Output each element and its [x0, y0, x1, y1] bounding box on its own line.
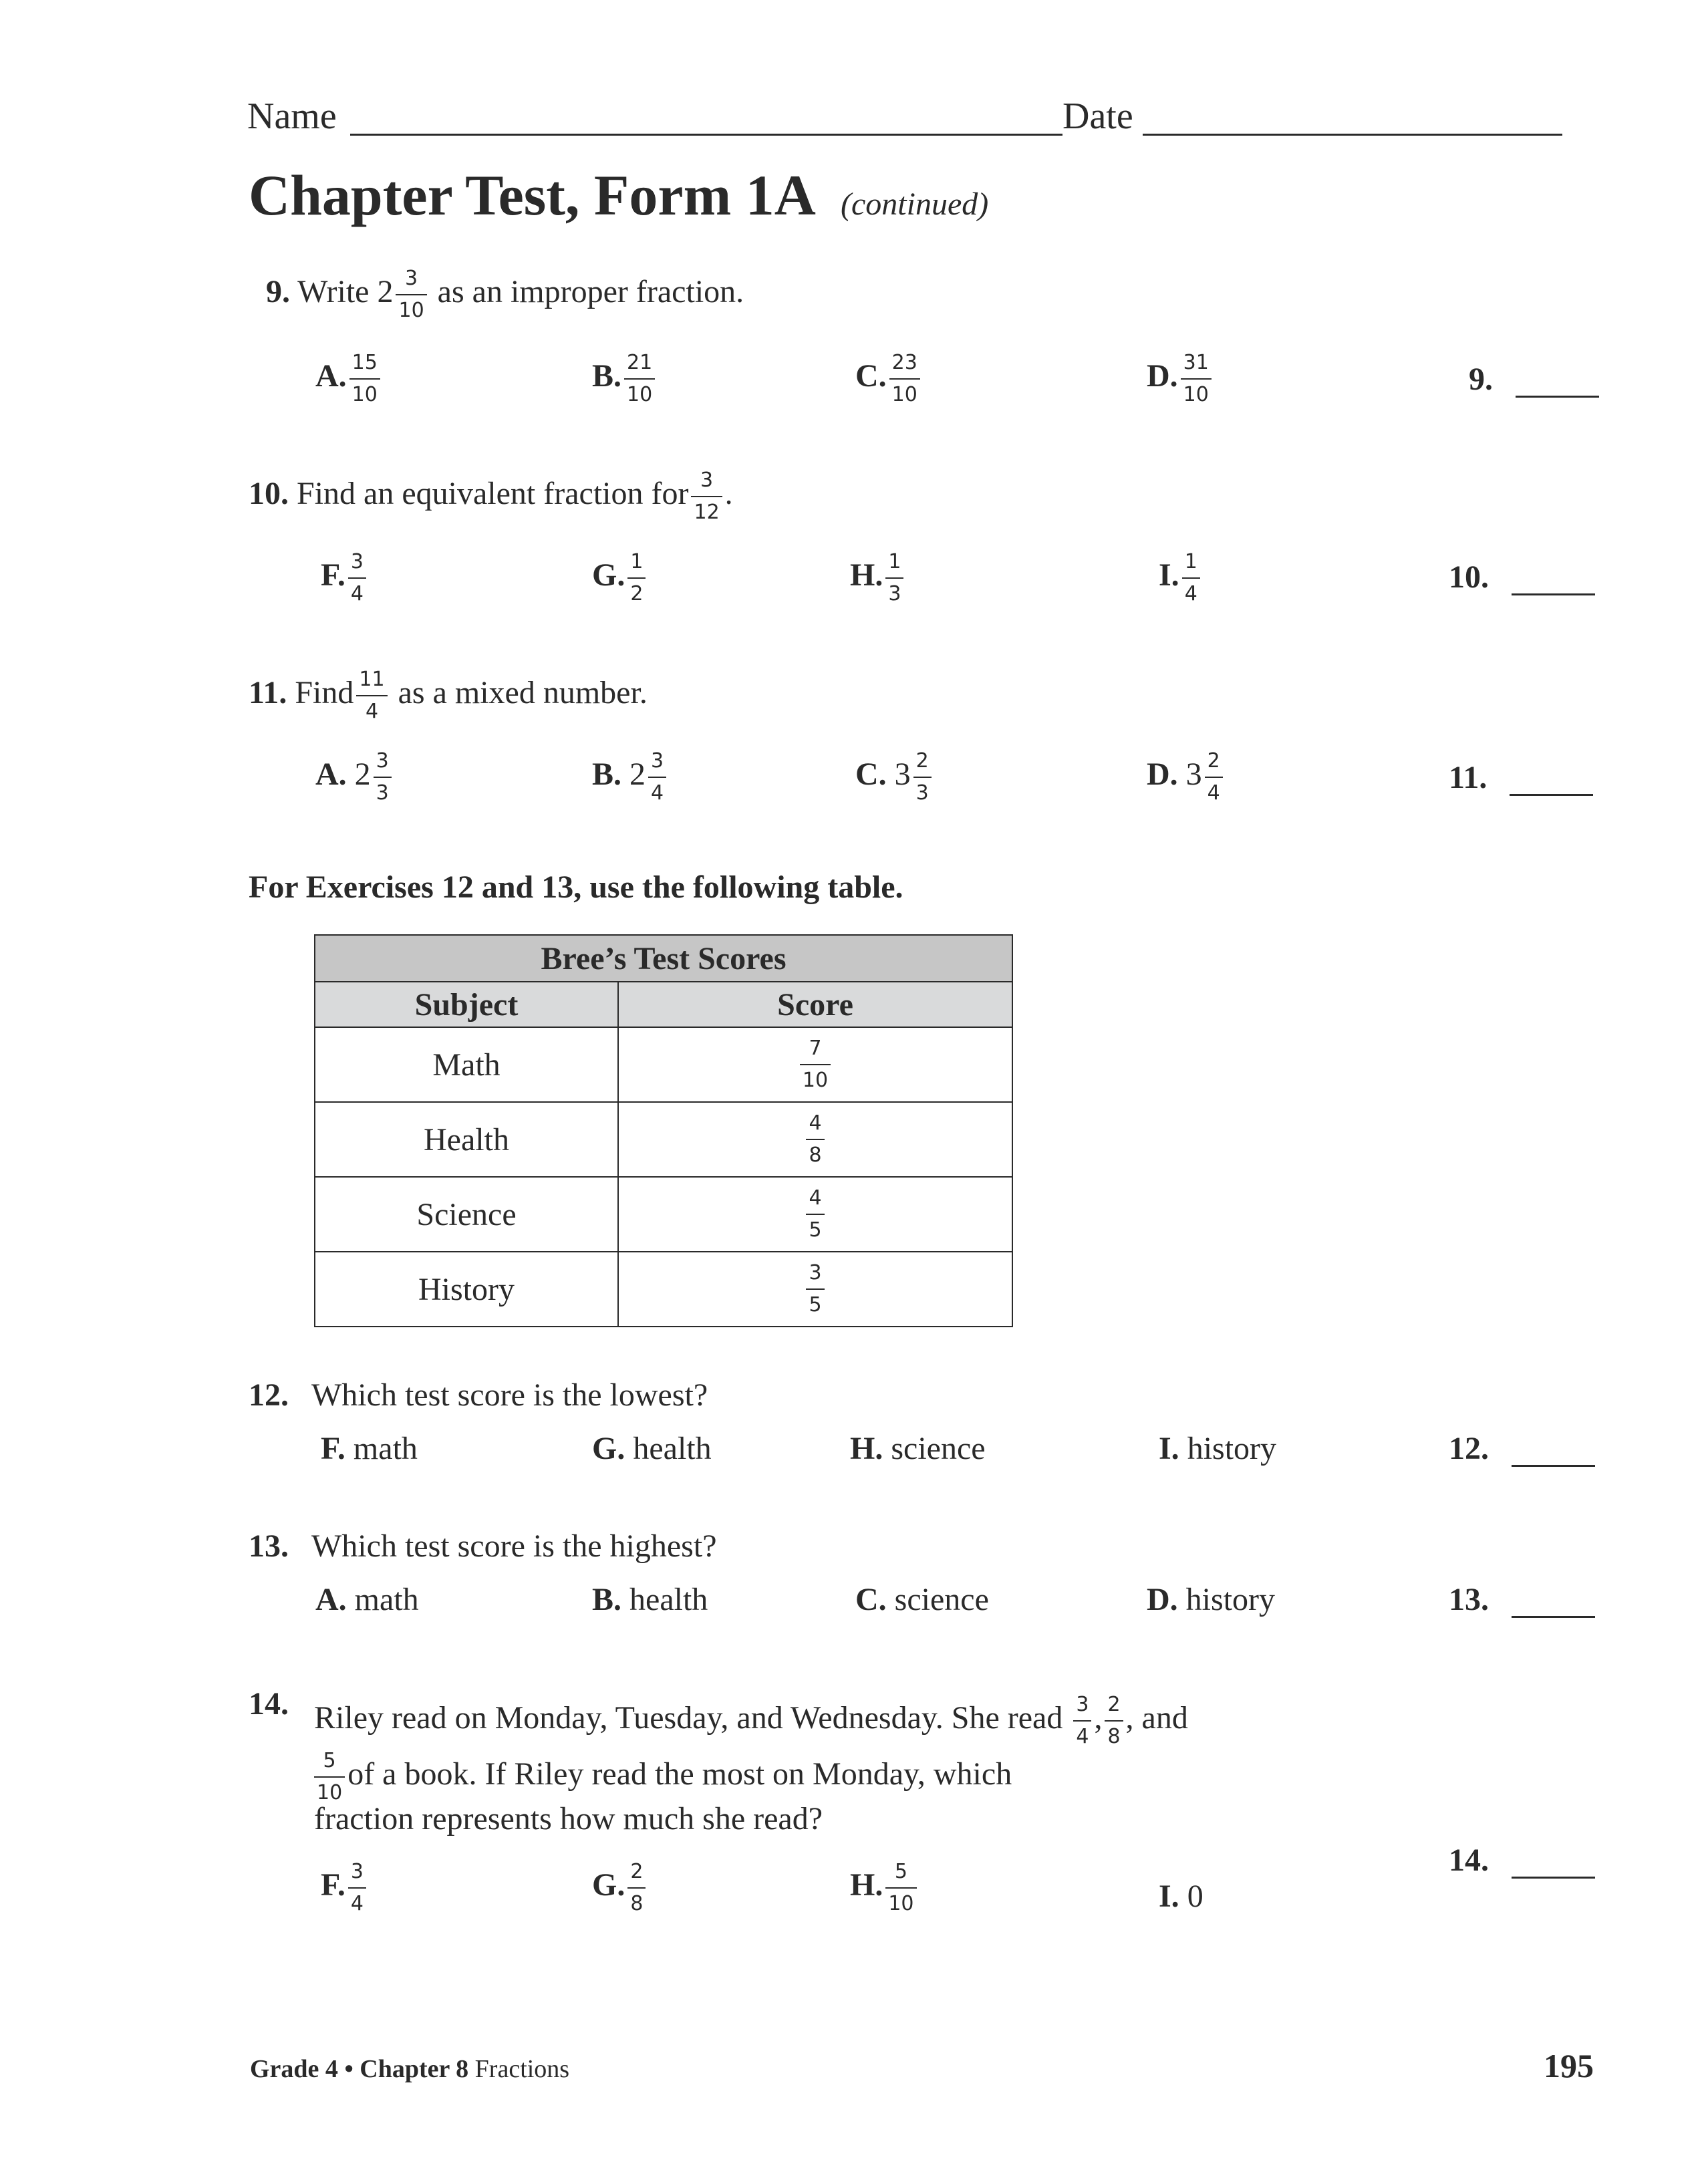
- question-number: 12.: [249, 1377, 289, 1413]
- scores-table-wrapper: [314, 934, 1013, 1327]
- name-label: Name: [247, 96, 337, 137]
- q12-option-h[interactable]: H. science: [850, 1431, 986, 1466]
- page-title: Chapter Test, Form 1A: [249, 163, 816, 227]
- q10-option-h[interactable]: H. $\frac{1}{3}$: [850, 552, 906, 604]
- question-14-line-3: fraction represents how much she read?: [314, 1801, 823, 1836]
- q14-option-g[interactable]: G. $\frac{2}{8}$: [592, 1862, 648, 1914]
- q11-option-a[interactable]: A. 2 $\frac{3}{3}$: [315, 751, 394, 803]
- question-number: 13.: [249, 1528, 289, 1564]
- question-number: 11.: [249, 675, 287, 711]
- answer-10[interactable]: 10.: [1449, 559, 1595, 595]
- fraction: $\frac{11}{4}$: [356, 670, 387, 722]
- answer-13[interactable]: 13.: [1449, 1581, 1595, 1618]
- question-14-number: 14.: [249, 1686, 289, 1722]
- q14-option-i[interactable]: I. 0: [1159, 1879, 1203, 1914]
- question-text-end: as an improper fraction.: [437, 274, 744, 310]
- page-number: 195: [1544, 2047, 1594, 2084]
- answer-11[interactable]: 11.: [1449, 759, 1593, 796]
- question-text: Write: [297, 274, 370, 310]
- footer-course: Grade 4 • Chapter 8 Fractions: [250, 2055, 570, 2083]
- table-row: [315, 1252, 1012, 1327]
- q10-option-f[interactable]: F. $\frac{3}{4}$: [321, 552, 369, 604]
- answer-14[interactable]: 14.: [1449, 1842, 1595, 1879]
- q11-option-d[interactable]: D. 3 $\frac{2}{4}$: [1147, 751, 1226, 803]
- question-number: 10.: [249, 476, 289, 512]
- fraction: $\frac{3}{10}$: [396, 269, 426, 321]
- question-text-end: as a mixed number.: [398, 675, 648, 711]
- table-row: [315, 1177, 1012, 1252]
- q11-option-b[interactable]: B. 2 $\frac{3}{4}$: [592, 751, 669, 803]
- question-12: [249, 1377, 708, 1414]
- q13-option-a[interactable]: A. math: [315, 1582, 419, 1617]
- table-row: [315, 1102, 1012, 1177]
- subject-cell: Science: [315, 1177, 618, 1252]
- question-text: Find an equivalent fraction for: [297, 476, 689, 512]
- scores-table: [314, 934, 1013, 1327]
- column-header-score: Score: [618, 982, 1012, 1027]
- subject-cell: Math: [315, 1027, 618, 1102]
- q9-option-b[interactable]: B. $\frac{21}{10}$: [592, 353, 658, 405]
- page-subtitle: (continued): [841, 186, 989, 222]
- q9-option-c[interactable]: C. $\frac{23}{10}$: [855, 353, 923, 405]
- question-text: Find: [295, 675, 354, 711]
- question-10: 10. Find an equivalent fraction for $\frac{3}{12}$ .: [249, 468, 733, 524]
- q12-option-g[interactable]: G. health: [592, 1431, 712, 1466]
- q13-option-b[interactable]: B. health: [592, 1582, 708, 1617]
- table-title: Bree’s Test Scores: [315, 935, 1012, 982]
- score-cell: $\frac{4}{8}$: [618, 1102, 1012, 1177]
- column-header-subject: Subject: [315, 982, 618, 1027]
- question-9: [266, 269, 744, 321]
- date-field[interactable]: [1143, 134, 1562, 136]
- q10-option-i[interactable]: I. $\frac{1}{4}$: [1159, 552, 1203, 604]
- q13-option-d[interactable]: D. history: [1147, 1582, 1276, 1617]
- fraction: $\frac{3}{12}$: [691, 470, 722, 523]
- q12-option-i[interactable]: I. history: [1159, 1431, 1277, 1466]
- question-text: Which test score is the highest?: [311, 1528, 717, 1564]
- question-14-line-2: $\frac{5}{10}$ of a book. If Riley read the most on Monday, which: [314, 1751, 1012, 1803]
- q14-option-h[interactable]: H. $\frac{5}{10}$: [850, 1862, 919, 1914]
- question-13: [249, 1528, 717, 1565]
- q13-option-c[interactable]: C. science: [855, 1582, 989, 1617]
- score-cell: $\frac{7}{10}$: [618, 1027, 1012, 1102]
- date-label: Date: [1062, 96, 1133, 137]
- score-cell: $\frac{4}{5}$: [618, 1177, 1012, 1252]
- q9-option-a[interactable]: A. $\frac{15}{10}$: [315, 353, 383, 405]
- exercise-instructions: For Exercises 12 and 13, use the following table.: [249, 869, 903, 905]
- question-14-line-1: Riley read on Monday, Tuesday, and Wednesday. She read $\frac{3}{4}$ , $\frac{2}{8}$ , and: [314, 1693, 1188, 1748]
- question-number: 9.: [266, 274, 290, 310]
- whole-number: 2: [377, 274, 394, 310]
- score-cell: $\frac{3}{5}$: [618, 1252, 1012, 1327]
- q12-option-f[interactable]: F. math: [321, 1431, 418, 1466]
- subject-cell: Health: [315, 1102, 618, 1177]
- q11-option-c[interactable]: C. 3 $\frac{2}{3}$: [855, 751, 934, 803]
- answer-9[interactable]: 9.: [1469, 361, 1599, 398]
- question-11: [249, 670, 648, 722]
- name-field[interactable]: [350, 134, 1062, 136]
- subject-cell: History: [315, 1252, 618, 1327]
- answer-12[interactable]: 12.: [1449, 1430, 1595, 1467]
- q9-option-d[interactable]: D. $\frac{31}{10}$: [1147, 353, 1214, 405]
- q10-option-g[interactable]: G. $\frac{1}{2}$: [592, 552, 648, 604]
- question-text: Which test score is the lowest?: [311, 1377, 708, 1413]
- table-row: [315, 1027, 1012, 1102]
- q14-option-f[interactable]: F. $\frac{3}{4}$: [321, 1862, 369, 1914]
